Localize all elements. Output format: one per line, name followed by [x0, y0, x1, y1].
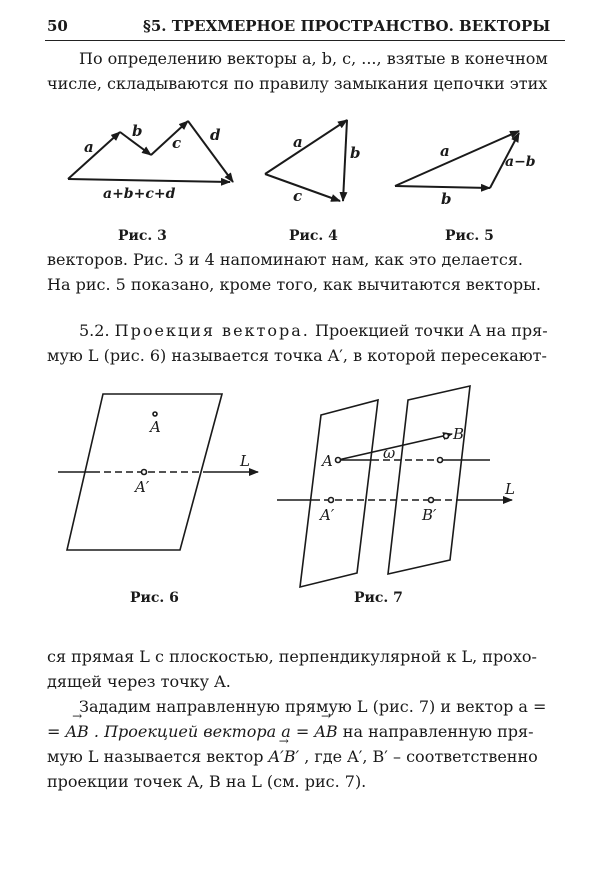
fig7-diagram [277, 386, 512, 587]
fig5-label-diff: a−b [505, 154, 536, 170]
section-number: 5.2. [79, 321, 110, 340]
fig7-point-a1 [329, 498, 334, 503]
fig3-label-d: d [210, 126, 221, 144]
para2-line1: векторов. Рис. 3 и 4 напоминают нам, как это делается. [47, 250, 523, 269]
fig4-label-b: b [350, 144, 361, 162]
fig4-diagram [265, 120, 347, 201]
fig3-vector-sum [68, 179, 230, 182]
fig7-label-omega: ω [383, 444, 396, 462]
fig6-label-a: A [150, 418, 161, 436]
section-title: Проекция вектора. [114, 321, 310, 340]
fig7-point-b1 [429, 498, 434, 503]
vector-ab-2: → AB [314, 722, 337, 741]
fig3-label-c: c [172, 134, 182, 152]
para2-line2: На рис. 5 показано, кроме того, как вычитаются векторы. [47, 275, 541, 294]
fig5-vector-a [395, 131, 519, 186]
fig5-label-b: b [441, 190, 452, 208]
fig4-vector-a [265, 120, 347, 174]
para4-line2-end: на направленную пря- [337, 722, 534, 741]
fig7-point-a [336, 458, 341, 463]
fig4-caption: Рис. 4 [289, 228, 338, 244]
section-line2: мую L (рис. 6) называется точка A′, в которой пересекают- [47, 346, 547, 365]
fig4-vector-c [265, 174, 340, 201]
vector-ab-1: → AB [66, 722, 89, 741]
fig6-point-a1 [142, 470, 147, 475]
fig5-diagram [395, 131, 519, 188]
para4-line3-end: , где A′, B′ – соответственно [299, 747, 538, 766]
fig5-label-a: a [440, 142, 450, 160]
fig3-vector-c [151, 121, 188, 155]
para4-line2-start: = [47, 722, 66, 741]
fig6-label-l: L [240, 452, 250, 470]
fig3-vector-a [68, 132, 120, 179]
header-rule [45, 40, 565, 41]
fig6-caption: Рис. 6 [130, 590, 179, 606]
fig7-label-b: B [453, 425, 465, 443]
fig4-label-a: a [293, 133, 303, 151]
para4-line3-start: мую L называется вектор [47, 747, 269, 766]
fig7-caption: Рис. 7 [354, 590, 403, 606]
fig6-point-a [153, 412, 157, 416]
para4-line4: проекции точек A, B на L (см. рис. 7). [47, 772, 367, 791]
fig7-plane-2 [388, 386, 470, 574]
fig7-label-a: A [322, 452, 333, 470]
fig3-caption: Рис. 3 [118, 228, 167, 244]
fig4-label-c: c [293, 187, 303, 205]
vector-a1b1: → A′B′ [269, 747, 300, 766]
fig5-caption: Рис. 5 [445, 228, 494, 244]
fig6-label-a1: A′ [135, 478, 150, 496]
fig3-label-b: b [132, 122, 143, 140]
section-line1-rest: Проекцией точки A на пря- [314, 321, 548, 340]
fig4-vector-b [343, 120, 347, 201]
para1-line1: По определению векторы a, b, c, ..., взятые в конечном [79, 49, 548, 68]
fig3-label-sum: a+b+c+d [103, 186, 176, 202]
para1-line2: числе, складываются по правилу замыкания цепочки этих [47, 74, 548, 93]
fig3-label-a: a [84, 138, 94, 156]
section-heading-line [79, 321, 548, 340]
running-header: §5. ТРЕХМЕРНОЕ ПРОСТРАНСТВО. ВЕКТОРЫ [143, 17, 551, 35]
fig5-vector-b [395, 186, 490, 188]
page-number: 50 [47, 17, 68, 35]
fig7-label-a1: A′ [320, 506, 335, 524]
figures-6-7 [0, 380, 600, 590]
fig7-label-b1: B′ [422, 506, 437, 524]
para3-line2: дящей через точку A. [47, 672, 231, 691]
fig7-plane-1 [300, 400, 378, 587]
para4-line3 [47, 747, 538, 766]
para4-line1: Зададим направленную прямую L (рис. 7) и вектор a = [79, 697, 547, 716]
para3-line1: ся прямая L с плоскостью, перпендикулярной к L, прохо- [47, 647, 537, 666]
para4-line2-mid: . Проекцией вектора a = [88, 722, 315, 741]
fig7-point-b [444, 434, 449, 439]
fig7-label-l: L [505, 480, 515, 498]
fig7-point-b-proj [438, 458, 443, 463]
